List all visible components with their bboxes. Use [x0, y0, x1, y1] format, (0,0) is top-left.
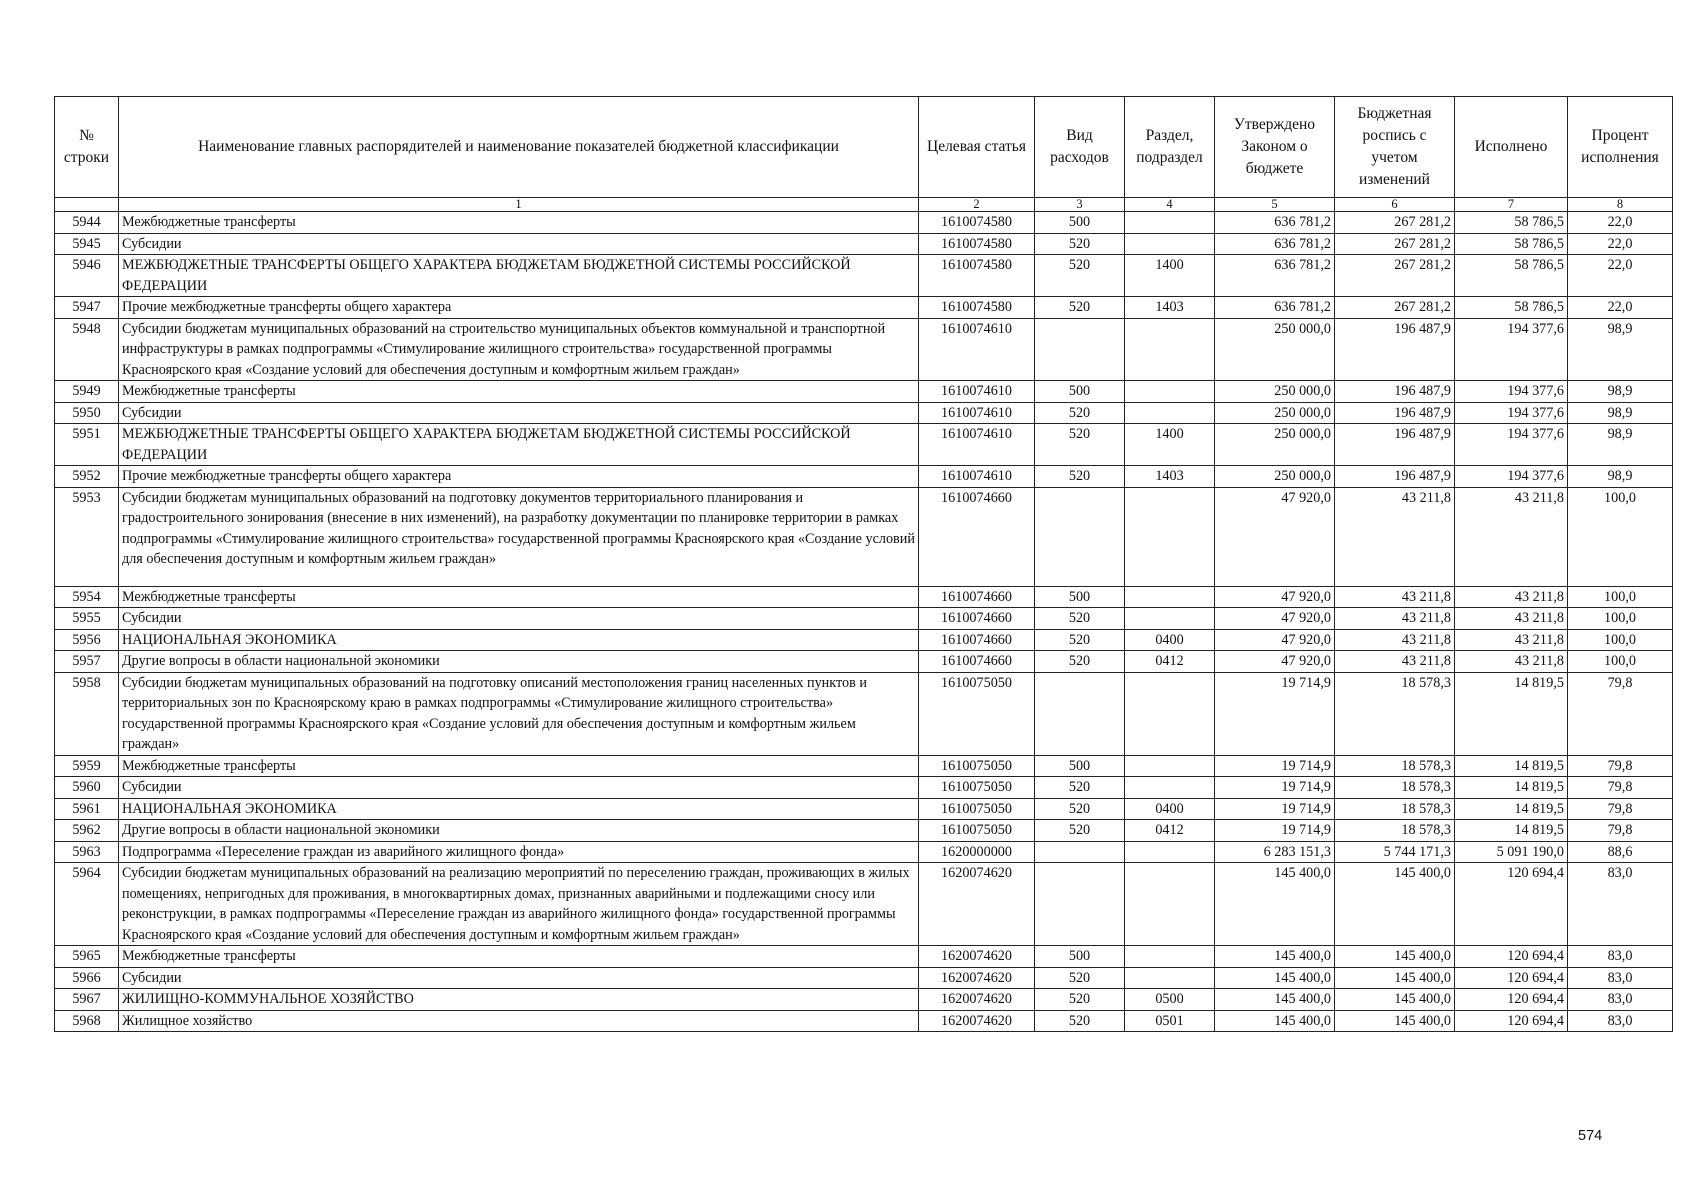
row-expense-type: 520 [1035, 424, 1125, 466]
table-row [55, 466, 1673, 488]
row-section: 0400 [1125, 798, 1215, 820]
row-number: 5958 [55, 672, 119, 755]
row-number: 5967 [55, 989, 119, 1011]
row-section: 1403 [1125, 466, 1215, 488]
row-section: 0501 [1125, 1010, 1215, 1032]
row-executed: 120 694,4 [1455, 863, 1568, 946]
row-name: Субсидии [119, 777, 919, 799]
row-budget-list: 196 487,9 [1335, 424, 1455, 466]
row-executed: 14 819,5 [1455, 672, 1568, 755]
row-expense-type [1035, 863, 1125, 946]
row-section: 0412 [1125, 820, 1215, 842]
row-target-article: 1620000000 [919, 841, 1035, 863]
row-budget-list: 145 400,0 [1335, 863, 1455, 946]
header-name: Наименование главных распорядителей и наименование показателей бюджетной классификации [119, 97, 919, 198]
row-section [1125, 212, 1215, 234]
column-number [55, 198, 119, 212]
row-number: 5966 [55, 967, 119, 989]
column-number: 3 [1035, 198, 1125, 212]
row-name: Субсидии [119, 233, 919, 255]
row-number: 5947 [55, 297, 119, 319]
header-budget-list: Бюджетная роспись с учетом изменений [1335, 97, 1455, 198]
table-row [55, 402, 1673, 424]
row-executed: 194 377,6 [1455, 318, 1568, 381]
row-approved: 47 920,0 [1215, 651, 1335, 673]
row-name: Прочие межбюджетные трансферты общего характера [119, 297, 919, 319]
row-percent: 79,8 [1568, 820, 1673, 842]
row-budget-list: 18 578,3 [1335, 820, 1455, 842]
header-section: Раздел, подраздел [1125, 97, 1215, 198]
page-number: 574 [1578, 1128, 1603, 1144]
row-section [1125, 967, 1215, 989]
row-budget-list: 145 400,0 [1335, 1010, 1455, 1032]
column-number: 6 [1335, 198, 1455, 212]
row-expense-type: 500 [1035, 755, 1125, 777]
row-section: 0412 [1125, 651, 1215, 673]
row-budget-list: 267 281,2 [1335, 297, 1455, 319]
row-number: 5952 [55, 466, 119, 488]
row-executed: 58 786,5 [1455, 233, 1568, 255]
row-expense-type: 520 [1035, 297, 1125, 319]
row-number: 5957 [55, 651, 119, 673]
budget-table-sheet [54, 96, 1672, 1032]
row-executed: 14 819,5 [1455, 820, 1568, 842]
row-approved: 6 283 151,3 [1215, 841, 1335, 863]
row-section [1125, 608, 1215, 630]
row-percent: 98,9 [1568, 318, 1673, 381]
table-row [55, 755, 1673, 777]
table-row [55, 297, 1673, 319]
row-expense-type: 500 [1035, 212, 1125, 234]
row-approved: 145 400,0 [1215, 989, 1335, 1011]
row-target-article: 1610074660 [919, 487, 1035, 586]
row-percent: 100,0 [1568, 651, 1673, 673]
row-name: МЕЖБЮДЖЕТНЫЕ ТРАНСФЕРТЫ ОБЩЕГО ХАРАКТЕРА БЮДЖЕТАМ БЮДЖЕТНОЙ СИСТЕМЫ РОССИЙСКОЙ ФЕДЕРАЦИИ [119, 424, 919, 466]
row-target-article: 1610074610 [919, 424, 1035, 466]
row-number: 5951 [55, 424, 119, 466]
row-executed: 120 694,4 [1455, 989, 1568, 1011]
row-budget-list: 145 400,0 [1335, 989, 1455, 1011]
row-budget-list: 5 744 171,3 [1335, 841, 1455, 863]
row-target-article: 1610074660 [919, 586, 1035, 608]
row-executed: 5 091 190,0 [1455, 841, 1568, 863]
row-budget-list: 18 578,3 [1335, 798, 1455, 820]
row-target-article: 1610074660 [919, 651, 1035, 673]
row-executed: 43 211,8 [1455, 608, 1568, 630]
row-percent: 100,0 [1568, 608, 1673, 630]
row-name: Субсидии [119, 608, 919, 630]
row-executed: 14 819,5 [1455, 798, 1568, 820]
row-name: НАЦИОНАЛЬНАЯ ЭКОНОМИКА [119, 629, 919, 651]
row-name: Межбюджетные трансферты [119, 381, 919, 403]
row-budget-list: 145 400,0 [1335, 946, 1455, 968]
row-section [1125, 381, 1215, 403]
row-approved: 47 920,0 [1215, 608, 1335, 630]
row-section [1125, 318, 1215, 381]
row-percent: 98,9 [1568, 466, 1673, 488]
row-name: Субсидии бюджетам муниципальных образований на подготовку описаний местоположения границ населенных пунктов и территориальных зон по Красноярскому краю в рамках подпрограммы «Стимулирование жилищного строительства» государственной программы Красноярского края «Создание условий для обеспечения доступным и комфортным жильем граждан» [119, 672, 919, 755]
row-approved: 250 000,0 [1215, 402, 1335, 424]
row-expense-type: 520 [1035, 255, 1125, 297]
row-number: 5945 [55, 233, 119, 255]
row-number: 5949 [55, 381, 119, 403]
row-expense-type: 520 [1035, 233, 1125, 255]
row-name: Межбюджетные трансферты [119, 586, 919, 608]
table-body [55, 212, 1673, 1032]
row-number: 5953 [55, 487, 119, 586]
row-number: 5968 [55, 1010, 119, 1032]
row-section: 1400 [1125, 424, 1215, 466]
row-approved: 19 714,9 [1215, 820, 1335, 842]
row-section [1125, 233, 1215, 255]
row-executed: 58 786,5 [1455, 212, 1568, 234]
row-section [1125, 402, 1215, 424]
row-percent: 22,0 [1568, 212, 1673, 234]
row-approved: 250 000,0 [1215, 466, 1335, 488]
row-percent: 83,0 [1568, 1010, 1673, 1032]
row-target-article: 1610074580 [919, 255, 1035, 297]
row-target-article: 1620074620 [919, 946, 1035, 968]
row-approved: 19 714,9 [1215, 672, 1335, 755]
row-percent: 83,0 [1568, 946, 1673, 968]
column-number: 1 [119, 198, 919, 212]
row-executed: 58 786,5 [1455, 255, 1568, 297]
header-expense-type: Вид расходов [1035, 97, 1125, 198]
row-section [1125, 487, 1215, 586]
row-budget-list: 18 578,3 [1335, 777, 1455, 799]
column-number: 8 [1568, 198, 1673, 212]
row-name: Субсидии бюджетам муниципальных образований на строительство муниципальных объектов коммунальной и транспортной инфраструктуры в рамках подпрограммы «Стимулирование жилищного строительства» государственной программы Красноярского края «Создание условий для обеспечения доступным и комфортным жильем граждан» [119, 318, 919, 381]
row-executed: 194 377,6 [1455, 466, 1568, 488]
row-executed: 194 377,6 [1455, 381, 1568, 403]
row-budget-list: 43 211,8 [1335, 651, 1455, 673]
row-budget-list: 196 487,9 [1335, 381, 1455, 403]
row-section [1125, 586, 1215, 608]
table-row [55, 629, 1673, 651]
row-expense-type [1035, 318, 1125, 381]
row-section: 1403 [1125, 297, 1215, 319]
row-budget-list: 267 281,2 [1335, 233, 1455, 255]
table-row [55, 989, 1673, 1011]
row-name: Другие вопросы в области национальной экономики [119, 820, 919, 842]
header-row-no: № строки [55, 97, 119, 198]
row-approved: 145 400,0 [1215, 1010, 1335, 1032]
row-expense-type [1035, 672, 1125, 755]
row-section [1125, 755, 1215, 777]
table-row [55, 233, 1673, 255]
row-number: 5963 [55, 841, 119, 863]
row-name: Жилищное хозяйство [119, 1010, 919, 1032]
row-approved: 145 400,0 [1215, 863, 1335, 946]
row-expense-type: 500 [1035, 946, 1125, 968]
row-executed: 120 694,4 [1455, 946, 1568, 968]
row-section: 0500 [1125, 989, 1215, 1011]
row-name: Субсидии бюджетам муниципальных образований на подготовку документов территориального планирования и градостроительного зонирования (внесение в них изменений), на разработку документации по планировке территории в рамках подпрограммы «Стимулирование жилищного строительства» государственной программы Красноярского края «Создание условий для обеспечения доступным и комфортным жильем граждан» [119, 487, 919, 586]
row-percent: 22,0 [1568, 297, 1673, 319]
row-number: 5956 [55, 629, 119, 651]
row-expense-type: 520 [1035, 651, 1125, 673]
row-percent: 100,0 [1568, 586, 1673, 608]
table-row [55, 318, 1673, 381]
table-row [55, 777, 1673, 799]
row-name: Субсидии бюджетам муниципальных образований на реализацию мероприятий по переселению граждан, проживающих в жилых помещениях, непригодных для проживания, в многоквартирных домах, признанных аварийными и подлежащими сносу или реконструкции, в рамках подпрограммы «Переселение граждан из аварийного жилищного фонда» государственной программы Красноярского края «Создание условий для обеспечения доступным и комфортным жильем граждан» [119, 863, 919, 946]
row-percent: 79,8 [1568, 798, 1673, 820]
row-number: 5950 [55, 402, 119, 424]
row-executed: 43 211,8 [1455, 629, 1568, 651]
row-number: 5948 [55, 318, 119, 381]
row-number: 5944 [55, 212, 119, 234]
row-name: МЕЖБЮДЖЕТНЫЕ ТРАНСФЕРТЫ ОБЩЕГО ХАРАКТЕРА БЮДЖЕТАМ БЮДЖЕТНОЙ СИСТЕМЫ РОССИЙСКОЙ ФЕДЕРАЦИИ [119, 255, 919, 297]
row-section: 1400 [1125, 255, 1215, 297]
row-name: Субсидии [119, 967, 919, 989]
row-approved: 145 400,0 [1215, 946, 1335, 968]
row-percent: 100,0 [1568, 487, 1673, 586]
column-number: 2 [919, 198, 1035, 212]
row-budget-list: 196 487,9 [1335, 466, 1455, 488]
row-approved: 19 714,9 [1215, 798, 1335, 820]
row-percent: 79,8 [1568, 755, 1673, 777]
row-number: 5954 [55, 586, 119, 608]
row-section [1125, 841, 1215, 863]
row-target-article: 1610075050 [919, 798, 1035, 820]
row-target-article: 1610074660 [919, 629, 1035, 651]
row-name: Субсидии [119, 402, 919, 424]
row-approved: 250 000,0 [1215, 318, 1335, 381]
row-expense-type: 520 [1035, 629, 1125, 651]
table-row [55, 967, 1673, 989]
row-target-article: 1610074610 [919, 318, 1035, 381]
row-name: Подпрограмма «Переселение граждан из аварийного жилищного фонда» [119, 841, 919, 863]
row-approved: 636 781,2 [1215, 255, 1335, 297]
row-name: НАЦИОНАЛЬНАЯ ЭКОНОМИКА [119, 798, 919, 820]
header-target: Целевая статья [919, 97, 1035, 198]
row-percent: 83,0 [1568, 989, 1673, 1011]
column-number: 5 [1215, 198, 1335, 212]
table-row [55, 381, 1673, 403]
column-number-row [55, 198, 1673, 212]
row-budget-list: 18 578,3 [1335, 755, 1455, 777]
row-executed: 43 211,8 [1455, 651, 1568, 673]
header-executed: Исполнено [1455, 97, 1568, 198]
row-approved: 47 920,0 [1215, 629, 1335, 651]
header-percent: Процент исполнения [1568, 97, 1673, 198]
column-number: 4 [1125, 198, 1215, 212]
row-number: 5959 [55, 755, 119, 777]
row-expense-type: 520 [1035, 989, 1125, 1011]
row-number: 5965 [55, 946, 119, 968]
row-approved: 636 781,2 [1215, 212, 1335, 234]
row-target-article: 1620074620 [919, 967, 1035, 989]
row-name: Другие вопросы в области национальной экономики [119, 651, 919, 673]
row-number: 5962 [55, 820, 119, 842]
row-expense-type: 500 [1035, 381, 1125, 403]
row-target-article: 1610074610 [919, 402, 1035, 424]
row-target-article: 1610074610 [919, 466, 1035, 488]
table-row [55, 1010, 1673, 1032]
row-percent: 83,0 [1568, 863, 1673, 946]
row-section [1125, 672, 1215, 755]
row-approved: 47 920,0 [1215, 487, 1335, 586]
row-number: 5960 [55, 777, 119, 799]
header-approved: Утверждено Законом о бюджете [1215, 97, 1335, 198]
table-row [55, 863, 1673, 946]
table-row [55, 424, 1673, 466]
row-target-article: 1610075050 [919, 672, 1035, 755]
row-number: 5955 [55, 608, 119, 630]
table-row [55, 946, 1673, 968]
table-row [55, 608, 1673, 630]
column-number: 7 [1455, 198, 1568, 212]
row-expense-type: 520 [1035, 798, 1125, 820]
row-executed: 120 694,4 [1455, 967, 1568, 989]
row-approved: 145 400,0 [1215, 967, 1335, 989]
table-row [55, 487, 1673, 586]
row-target-article: 1610074580 [919, 212, 1035, 234]
row-budget-list: 43 211,8 [1335, 629, 1455, 651]
row-budget-list: 145 400,0 [1335, 967, 1455, 989]
row-name: Межбюджетные трансферты [119, 946, 919, 968]
row-executed: 194 377,6 [1455, 424, 1568, 466]
row-budget-list: 43 211,8 [1335, 608, 1455, 630]
row-name: Межбюджетные трансферты [119, 755, 919, 777]
row-target-article: 1610075050 [919, 755, 1035, 777]
row-budget-list: 43 211,8 [1335, 586, 1455, 608]
row-executed: 43 211,8 [1455, 586, 1568, 608]
row-budget-list: 18 578,3 [1335, 672, 1455, 755]
row-executed: 14 819,5 [1455, 777, 1568, 799]
row-approved: 636 781,2 [1215, 297, 1335, 319]
row-number: 5964 [55, 863, 119, 946]
row-expense-type: 500 [1035, 586, 1125, 608]
row-approved: 47 920,0 [1215, 586, 1335, 608]
row-percent: 98,9 [1568, 424, 1673, 466]
row-approved: 19 714,9 [1215, 755, 1335, 777]
row-target-article: 1610075050 [919, 820, 1035, 842]
row-executed: 14 819,5 [1455, 755, 1568, 777]
row-budget-list: 196 487,9 [1335, 402, 1455, 424]
row-section [1125, 777, 1215, 799]
table-row [55, 255, 1673, 297]
row-expense-type [1035, 841, 1125, 863]
row-expense-type: 520 [1035, 1010, 1125, 1032]
row-budget-list: 267 281,2 [1335, 255, 1455, 297]
row-target-article: 1620074620 [919, 989, 1035, 1011]
row-target-article: 1610074660 [919, 608, 1035, 630]
row-executed: 194 377,6 [1455, 402, 1568, 424]
row-section [1125, 863, 1215, 946]
row-expense-type: 520 [1035, 466, 1125, 488]
row-executed: 43 211,8 [1455, 487, 1568, 586]
row-section: 0400 [1125, 629, 1215, 651]
row-expense-type: 520 [1035, 608, 1125, 630]
row-expense-type: 520 [1035, 820, 1125, 842]
row-percent: 98,9 [1568, 402, 1673, 424]
table-row [55, 672, 1673, 755]
table-row [55, 841, 1673, 863]
table-row [55, 651, 1673, 673]
row-target-article: 1610074580 [919, 233, 1035, 255]
row-name: Прочие межбюджетные трансферты общего характера [119, 466, 919, 488]
row-percent: 79,8 [1568, 777, 1673, 799]
row-approved: 19 714,9 [1215, 777, 1335, 799]
row-number: 5946 [55, 255, 119, 297]
row-budget-list: 267 281,2 [1335, 212, 1455, 234]
row-name: ЖИЛИЩНО-КОММУНАЛЬНОЕ ХОЗЯЙСТВО [119, 989, 919, 1011]
row-name: Межбюджетные трансферты [119, 212, 919, 234]
row-target-article: 1620074620 [919, 1010, 1035, 1032]
row-percent: 88,6 [1568, 841, 1673, 863]
row-percent: 22,0 [1568, 255, 1673, 297]
row-budget-list: 43 211,8 [1335, 487, 1455, 586]
row-section [1125, 946, 1215, 968]
budget-execution-table [54, 96, 1673, 1032]
row-budget-list: 196 487,9 [1335, 318, 1455, 381]
row-approved: 636 781,2 [1215, 233, 1335, 255]
row-percent: 22,0 [1568, 233, 1673, 255]
row-target-article: 1610075050 [919, 777, 1035, 799]
row-target-article: 1610074580 [919, 297, 1035, 319]
row-percent: 100,0 [1568, 629, 1673, 651]
row-approved: 250 000,0 [1215, 424, 1335, 466]
row-expense-type: 520 [1035, 967, 1125, 989]
row-expense-type [1035, 487, 1125, 586]
table-row [55, 798, 1673, 820]
header-row [55, 97, 1673, 198]
row-number: 5961 [55, 798, 119, 820]
row-percent: 83,0 [1568, 967, 1673, 989]
row-executed: 58 786,5 [1455, 297, 1568, 319]
row-expense-type: 520 [1035, 402, 1125, 424]
row-approved: 250 000,0 [1215, 381, 1335, 403]
row-target-article: 1610074610 [919, 381, 1035, 403]
table-row [55, 212, 1673, 234]
row-executed: 120 694,4 [1455, 1010, 1568, 1032]
row-percent: 79,8 [1568, 672, 1673, 755]
row-percent: 98,9 [1568, 381, 1673, 403]
row-expense-type: 520 [1035, 777, 1125, 799]
row-target-article: 1620074620 [919, 863, 1035, 946]
table-row [55, 586, 1673, 608]
table-row [55, 820, 1673, 842]
